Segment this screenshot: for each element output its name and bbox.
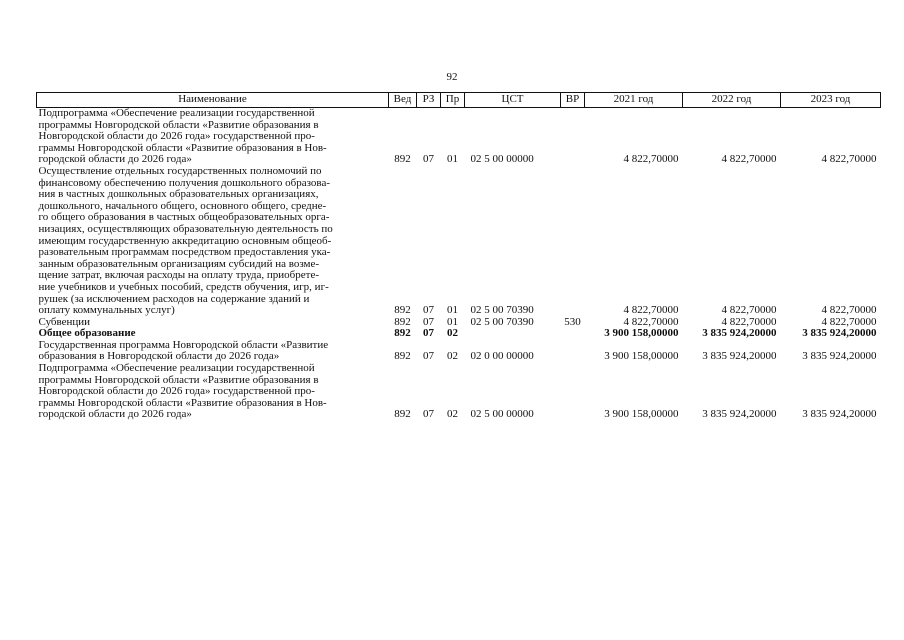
row-name-line: занным образовательным организациям субсидий на возме- bbox=[38, 257, 320, 270]
row-name-line: Осуществление отдельных государственных полномочий по bbox=[38, 164, 322, 177]
header-2022: 2022 год bbox=[683, 93, 781, 108]
cell-pr: 01 bbox=[447, 304, 458, 317]
cell-ved: 892 bbox=[394, 327, 411, 340]
cell-y2022: 3 835 924,20000 bbox=[702, 408, 777, 421]
cell-ved: 892 bbox=[394, 315, 411, 328]
cell-y2022: 3 835 924,20000 bbox=[702, 350, 777, 363]
row-name-line: Государственная программа Новгородской области «Развитие bbox=[38, 338, 329, 351]
cell-vr: 530 bbox=[564, 315, 581, 328]
header-rz: РЗ bbox=[417, 93, 441, 108]
cell-rz: 07 bbox=[423, 304, 434, 317]
cell-y2022: 3 835 924,20000 bbox=[702, 327, 777, 340]
table-header-row bbox=[37, 93, 881, 108]
cell-pr: 01 bbox=[447, 153, 458, 166]
row-name-line: городской области до 2026 года» bbox=[38, 408, 192, 421]
cell-y2023: 4 822,70000 bbox=[821, 153, 877, 166]
row-name-line: Подпрограмма «Обеспечение реализации государственной bbox=[38, 362, 315, 375]
cell-y2022: 4 822,70000 bbox=[721, 304, 777, 317]
row-name-line: ния в частных дошкольных образовательных организациях, bbox=[38, 188, 319, 201]
cell-cst: 02 0 00 00000 bbox=[470, 350, 534, 363]
cell-y2021: 3 900 158,00000 bbox=[604, 350, 679, 363]
row-name-line: программы Новгородской области «Развитие образования в bbox=[38, 373, 319, 386]
table-row bbox=[37, 340, 881, 363]
header-name: Наименование bbox=[37, 93, 389, 108]
row-name-line: ние учебников и учебных пособий, средств обучения, игр, иг- bbox=[38, 280, 329, 293]
cell-ved: 892 bbox=[394, 408, 411, 421]
row-name-line: Новгородской области до 2026 года» государственной про- bbox=[38, 385, 315, 398]
cell-y2021: 4 822,70000 bbox=[623, 315, 679, 328]
row-name-line: оплату коммунальных услуг) bbox=[38, 304, 175, 317]
cell-pr: 01 bbox=[447, 315, 458, 328]
cell-ved: 892 bbox=[394, 350, 411, 363]
row-name-line: образования в Новгородской области до 2026 года» bbox=[38, 350, 280, 363]
cell-vr bbox=[561, 328, 585, 340]
row-name-line: Подпрограмма «Обеспечение реализации государственной bbox=[38, 107, 315, 119]
cell-rz: 07 bbox=[423, 350, 434, 363]
row-name-line: граммы Новгородской области «Развитие образования в Нов- bbox=[38, 396, 327, 409]
cell-rz: 07 bbox=[423, 327, 434, 340]
table-row bbox=[37, 166, 881, 317]
budget-table bbox=[36, 92, 881, 421]
cell-cst: 02 5 00 00000 bbox=[470, 153, 534, 166]
cell-y2023: 4 822,70000 bbox=[821, 304, 877, 317]
cell-pr: 02 bbox=[447, 327, 458, 340]
cell-rz: 07 bbox=[423, 315, 434, 328]
cell-cst bbox=[465, 328, 561, 340]
cell-cst: 02 5 00 00000 bbox=[470, 408, 534, 421]
cell-y2021: 4 822,70000 bbox=[623, 304, 679, 317]
cell-vr bbox=[561, 166, 585, 317]
cell-y2021: 3 900 158,00000 bbox=[604, 327, 679, 340]
row-name-line: Новгородской области до 2026 года» государственной про- bbox=[38, 130, 315, 143]
row-name-line: низациях, осуществляющих образовательную деятельность по bbox=[38, 222, 333, 235]
row-name-line: граммы Новгородской области «Развитие образования в Нов- bbox=[38, 141, 327, 154]
row-name bbox=[37, 166, 389, 317]
row-name-line: щение затрат, включая расходы на оплату труда, приобрете- bbox=[38, 269, 319, 282]
cell-y2023: 3 835 924,20000 bbox=[802, 350, 877, 363]
header-pr: Пр bbox=[441, 93, 465, 108]
cell-cst: 02 5 00 70390 bbox=[470, 304, 534, 317]
table-row bbox=[37, 108, 881, 166]
cell-cst: 02 5 00 70390 bbox=[470, 315, 534, 328]
cell-rz: 07 bbox=[423, 153, 434, 166]
table-row bbox=[37, 363, 881, 421]
row-name-line: финансовому обеспечению получения дошкольного образова- bbox=[38, 176, 330, 189]
cell-y2023: 3 835 924,20000 bbox=[802, 408, 877, 421]
cell-vr bbox=[561, 363, 585, 421]
cell-pr: 02 bbox=[447, 408, 458, 421]
cell-y2021: 4 822,70000 bbox=[623, 153, 679, 166]
row-name-line: Общее образование bbox=[38, 327, 136, 340]
cell-rz: 07 bbox=[423, 408, 434, 421]
row-name-line: имеющим государственную аккредитацию основным общеоб- bbox=[38, 234, 332, 247]
row-name bbox=[37, 340, 389, 363]
row-name bbox=[37, 363, 389, 421]
row-name-line: городской области до 2026 года» bbox=[38, 153, 192, 166]
cell-ved: 892 bbox=[394, 153, 411, 166]
cell-y2022: 4 822,70000 bbox=[721, 315, 777, 328]
row-name bbox=[37, 108, 389, 166]
row-name-line: рушек (за исключением расходов на содержание зданий и bbox=[38, 292, 310, 305]
cell-y2021: 3 900 158,00000 bbox=[604, 408, 679, 421]
header-2021: 2021 год bbox=[585, 93, 683, 108]
cell-y2023: 4 822,70000 bbox=[821, 315, 877, 328]
cell-vr bbox=[561, 340, 585, 363]
row-name-line: дошкольного, начального общего, основного общего, средне- bbox=[38, 199, 327, 212]
cell-vr bbox=[561, 108, 585, 166]
cell-y2022: 4 822,70000 bbox=[721, 153, 777, 166]
row-name-line: программы Новгородской области «Развитие образования в bbox=[38, 118, 319, 131]
row-name-line: разовательным программам посредством предоставления ука- bbox=[38, 246, 331, 259]
page-number: 92 bbox=[446, 71, 458, 83]
header-cst: ЦСТ bbox=[465, 93, 561, 108]
cell-pr: 02 bbox=[447, 350, 458, 363]
header-ved: Вед bbox=[389, 93, 417, 108]
row-name-line: го общего образования в частных общеобразовательных орга- bbox=[38, 211, 330, 224]
cell-y2023: 3 835 924,20000 bbox=[802, 327, 877, 340]
cell-ved: 892 bbox=[394, 304, 411, 317]
row-name-line: Субвенции bbox=[38, 315, 91, 328]
header-vr: ВР bbox=[561, 93, 585, 108]
header-2023: 2023 год bbox=[781, 93, 881, 108]
